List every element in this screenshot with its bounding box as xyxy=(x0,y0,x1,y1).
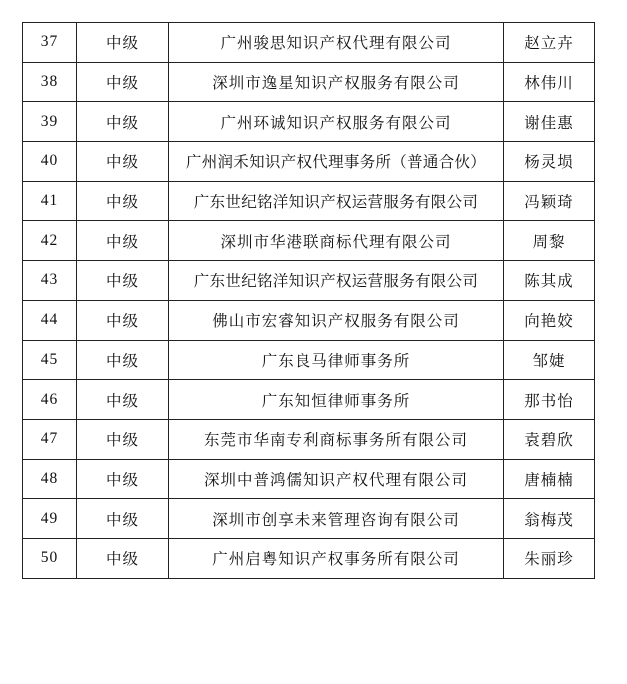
table-row xyxy=(23,221,595,261)
row-person-name: 周黎 xyxy=(504,221,595,261)
table-row xyxy=(23,499,595,539)
row-person-name: 唐楠楠 xyxy=(504,459,595,499)
table-row xyxy=(23,23,595,63)
row-level: 中级 xyxy=(77,538,169,578)
row-person-name: 向艳姣 xyxy=(504,300,595,340)
table-row xyxy=(23,181,595,221)
row-number: 38 xyxy=(23,62,77,102)
row-organization: 广州润禾知识产权代理事务所（普通合伙） xyxy=(169,142,504,182)
row-organization: 深圳市华港联商标代理有限公司 xyxy=(169,221,504,261)
row-person-name: 邹婕 xyxy=(504,340,595,380)
row-person-name: 林伟川 xyxy=(504,62,595,102)
table-row xyxy=(23,538,595,578)
row-level: 中级 xyxy=(77,102,169,142)
row-number: 45 xyxy=(23,340,77,380)
table-row xyxy=(23,261,595,301)
row-number: 48 xyxy=(23,459,77,499)
row-person-name: 冯颖琦 xyxy=(504,181,595,221)
row-organization: 广州骏思知识产权代理有限公司 xyxy=(169,23,504,63)
row-level: 中级 xyxy=(77,23,169,63)
roster-table xyxy=(22,22,595,579)
row-organization: 广东世纪铭洋知识产权运营服务有限公司 xyxy=(169,261,504,301)
row-number: 40 xyxy=(23,142,77,182)
row-level: 中级 xyxy=(77,142,169,182)
row-person-name: 那书怡 xyxy=(504,380,595,420)
row-number: 37 xyxy=(23,23,77,63)
row-person-name: 翁梅茂 xyxy=(504,499,595,539)
row-organization: 广东世纪铭洋知识产权运营服务有限公司 xyxy=(169,181,504,221)
row-number: 46 xyxy=(23,380,77,420)
row-number: 43 xyxy=(23,261,77,301)
table-row xyxy=(23,102,595,142)
row-level: 中级 xyxy=(77,221,169,261)
row-person-name: 谢佳惠 xyxy=(504,102,595,142)
table-row xyxy=(23,419,595,459)
table-row xyxy=(23,380,595,420)
table-row xyxy=(23,142,595,182)
row-organization: 广东良马律师事务所 xyxy=(169,340,504,380)
row-number: 49 xyxy=(23,499,77,539)
row-person-name: 赵立卉 xyxy=(504,23,595,63)
row-level: 中级 xyxy=(77,499,169,539)
row-organization: 深圳市创享未来管理咨询有限公司 xyxy=(169,499,504,539)
row-number: 41 xyxy=(23,181,77,221)
row-person-name: 陈其成 xyxy=(504,261,595,301)
table-row xyxy=(23,300,595,340)
table-row xyxy=(23,62,595,102)
table-row xyxy=(23,459,595,499)
row-organization: 深圳市逸星知识产权服务有限公司 xyxy=(169,62,504,102)
row-level: 中级 xyxy=(77,181,169,221)
row-organization: 广东知恒律师事务所 xyxy=(169,380,504,420)
row-level: 中级 xyxy=(77,419,169,459)
row-number: 42 xyxy=(23,221,77,261)
row-level: 中级 xyxy=(77,459,169,499)
row-organization: 佛山市宏睿知识产权服务有限公司 xyxy=(169,300,504,340)
row-level: 中级 xyxy=(77,300,169,340)
row-number: 50 xyxy=(23,538,77,578)
row-number: 44 xyxy=(23,300,77,340)
row-number: 47 xyxy=(23,419,77,459)
row-organization: 深圳中普鸿儒知识产权代理有限公司 xyxy=(169,459,504,499)
row-level: 中级 xyxy=(77,62,169,102)
row-organization: 东莞市华南专利商标事务所有限公司 xyxy=(169,419,504,459)
row-person-name: 朱丽珍 xyxy=(504,538,595,578)
row-person-name: 杨灵埙 xyxy=(504,142,595,182)
roster-table-body xyxy=(23,23,595,579)
row-number: 39 xyxy=(23,102,77,142)
row-person-name: 袁碧欣 xyxy=(504,419,595,459)
row-organization: 广州启粤知识产权事务所有限公司 xyxy=(169,538,504,578)
row-level: 中级 xyxy=(77,380,169,420)
row-level: 中级 xyxy=(77,261,169,301)
table-row xyxy=(23,340,595,380)
row-organization: 广州环诚知识产权服务有限公司 xyxy=(169,102,504,142)
row-level: 中级 xyxy=(77,340,169,380)
